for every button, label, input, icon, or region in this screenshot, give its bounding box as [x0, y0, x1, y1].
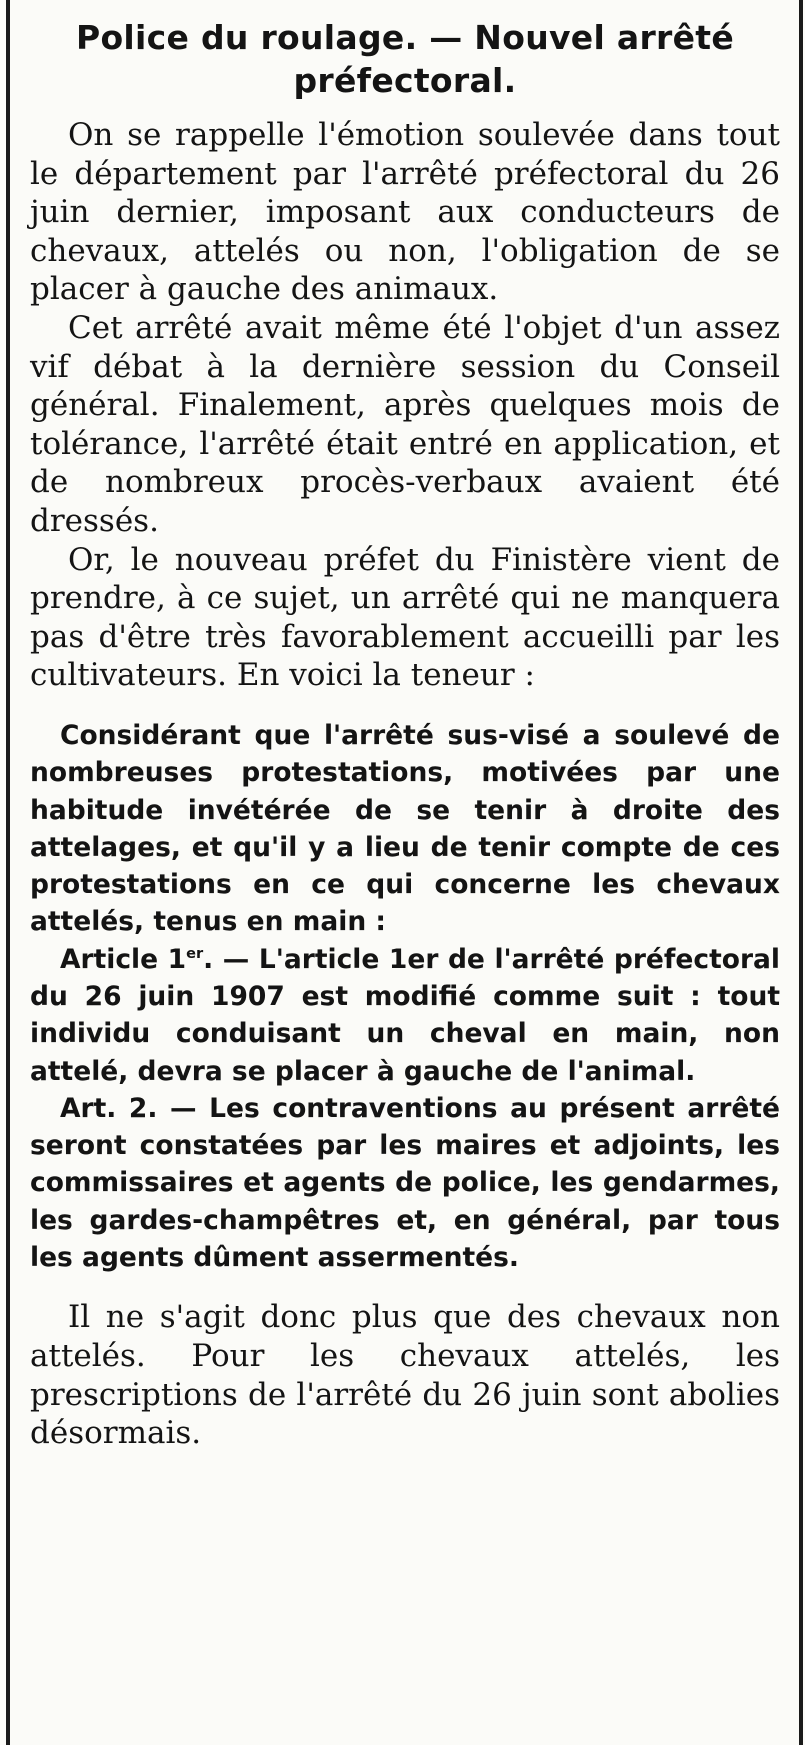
article-1-text: . — L'article 1er de l'arrêté préfectoral du 26 juin 1907 est modifié comme suit : tout individu conduisant un cheval en main, non attelé, devra se placer à gauche de l'animal.: [30, 943, 780, 1087]
paragraph-new-prefect: Or, le nouveau préfet du Finistère vient de prendre, à ce sujet, un arrêté qui ne manquera pas d'être très favorablement accueilli par les cultivateurs. En voici la teneur :: [30, 541, 780, 694]
decree-article-2: Art. 2. — Les contraventions au présent arrêté seront constatées par les maires et adjoints, les commissaires et agents de police, les gendarmes, les gardes-champêtres et, en général, par tous les agents dûment assermentés.: [30, 1092, 780, 1274]
paragraph-closing: Il ne s'agit donc plus que des chevaux non attelés. Pour les chevaux attelés, les prescriptions de l'arrêté du 26 juin sont abolies désormais.: [30, 1299, 780, 1452]
article-1-ordinal: er: [186, 944, 204, 962]
column-rule-right: [799, 0, 803, 1745]
article-title: Police du roulage. — Nouvel arrêté préfectoral.: [75, 18, 735, 100]
decree-excerpt: [30, 717, 780, 1276]
decree-preamble: Considérant que l'arrêté sus-visé a soulevé de nombreuses protestations, motivées par une habitude invétérée de se tenir à droite des attelages, et qu'il y a lieu de tenir compte de ces protestations en ce qui concerne les chevaux attelés, tenus en main :: [30, 719, 780, 938]
article-1-label: Article 1: [60, 943, 187, 975]
article: [30, 16, 780, 1453]
paragraph-intro: On se rappelle l'émotion soulevée dans tout le département par l'arrêté préfectoral du 26 juin dernier, imposant aux conducteurs de chevaux, attelés ou non, l'obligation de se placer à gauche des animaux.: [30, 117, 780, 308]
column-rule-left: [6, 0, 10, 1745]
decree-article-1: [30, 941, 780, 1090]
paragraph-debate: Cet arrêté avait même été l'objet d'un assez vif débat à la dernière session du Conseil général. Finalement, après quelques mois de tolérance, l'arrêté était entré en application, et de nombreux procès-verbaux avaient été dressés.: [30, 309, 780, 539]
